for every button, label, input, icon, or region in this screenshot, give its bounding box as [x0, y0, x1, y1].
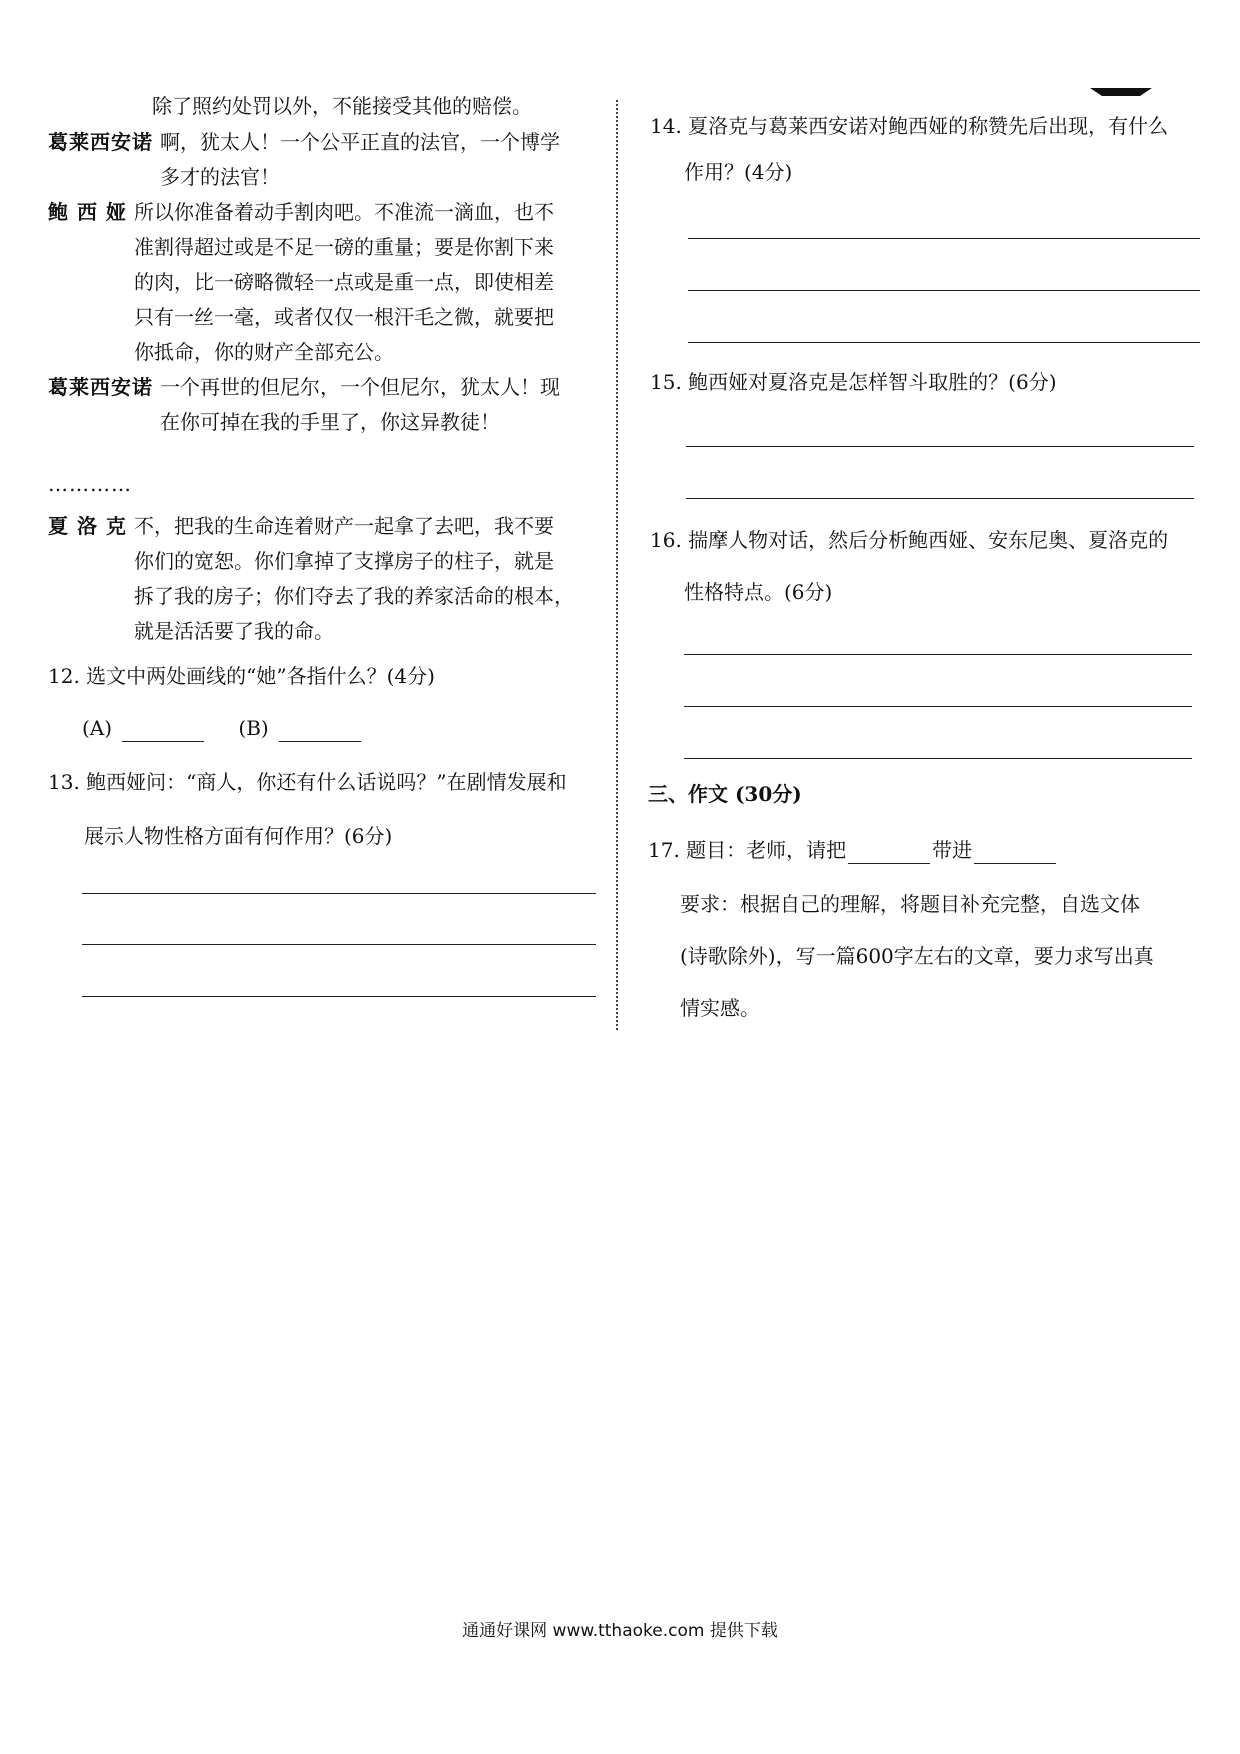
dialogue-line: 啊，犹太人！一个公平正直的法官，一个博学 — [160, 130, 560, 154]
dialogue-line: 在你可掉在我的手里了，你这异教徒！ — [160, 410, 500, 434]
speaker-label: 鲍 西 娅 — [48, 200, 127, 224]
dialogue-line: 多才的法官！ — [160, 165, 280, 189]
question-17 — [648, 836, 1058, 864]
dialogue-line: 的肉，比一磅略微轻一点或是重一点，即使相差 — [134, 270, 554, 294]
answer-a-blank[interactable] — [122, 721, 204, 742]
question-17-prefix: 17. 题目：老师，请把 — [648, 838, 847, 862]
dialogue-line: 所以你准备着动手割肉吧。不准流一滴血，也不 — [134, 200, 554, 224]
dialogue-line: 一个再世的但尼尔，一个但尼尔，犹太人！现 — [160, 375, 560, 399]
dialogue-line: 不，把我的生命连着财产一起拿了去吧，我不要 — [134, 514, 554, 538]
speaker-label: 葛莱西安诺 — [48, 130, 153, 154]
footer-source: 通通好课网 www.tthaoke.com 提供下载 — [462, 1621, 778, 1641]
question-14-line-1: 14. 夏洛克与葛莱西安诺对鲍西娅的称赞先后出现，有什么 — [650, 114, 1169, 138]
question-13-line-2: 展示人物性格方面有何作用？(6分) — [84, 824, 393, 848]
column-divider — [616, 100, 618, 1030]
composition-requirement-line-2: (诗歌除外)，写一篇600字左右的文章，要力求写出真 — [680, 944, 1154, 968]
answer-line[interactable] — [686, 498, 1194, 499]
answer-line[interactable] — [684, 654, 1192, 655]
dialogue-line: 就是活活要了我的命。 — [134, 619, 334, 643]
composition-requirement-line-1: 要求：根据自己的理解，将题目补充完整，自选文体 — [680, 892, 1140, 916]
section-heading: 三、作文 (30分) — [648, 782, 802, 806]
question-16-line-2: 性格特点。(6分) — [684, 580, 833, 604]
dialogue-line: 你抵命，你的财产全部充公。 — [134, 340, 394, 364]
answer-line[interactable] — [82, 893, 596, 894]
answer-line[interactable] — [82, 944, 596, 945]
title-blank-2[interactable] — [974, 843, 1056, 864]
answer-line[interactable] — [688, 290, 1200, 291]
question-13-line-1: 13. 鲍西娅问：“商人，你还有什么话说吗？”在剧情发展和 — [48, 770, 567, 794]
title-blank-1[interactable] — [848, 843, 930, 864]
answer-line[interactable] — [684, 758, 1192, 759]
answer-line[interactable] — [82, 996, 596, 997]
dialogue-line: 你们的宽恕。你们拿掉了支撑房子的柱子，就是 — [134, 549, 554, 573]
answer-line[interactable] — [688, 342, 1200, 343]
speaker-label: 葛莱西安诺 — [48, 375, 153, 399]
dialogue-line: 除了照约处罚以外，不能接受其他的赔偿。 — [152, 94, 532, 118]
question-17-mid: 带进 — [932, 838, 973, 862]
question-12-answers — [82, 714, 371, 742]
answer-b-label: (B) — [238, 716, 269, 740]
answer-b-blank[interactable] — [279, 721, 361, 742]
answer-line[interactable] — [686, 446, 1194, 447]
question-16-line-1: 16. 揣摩人物对话，然后分析鲍西娅、安东尼奥、夏洛克的 — [650, 528, 1169, 552]
dialogue-line: 拆了我的房子；你们夺去了我的养家活命的根本， — [134, 584, 574, 608]
speaker-label: 夏 洛 克 — [48, 514, 127, 538]
answer-line[interactable] — [688, 238, 1200, 239]
dialogue-line: 准割得超过或是不足一磅的重量；要是你割下来 — [134, 235, 554, 259]
dialogue-line: 只有一丝一毫，或者仅仅一根汗毛之微，就要把 — [134, 305, 554, 329]
question-12: 12. 选文中两处画线的“她”各指什么？(4分) — [48, 664, 435, 688]
answer-a-label: (A) — [82, 716, 113, 740]
question-15: 15. 鲍西娅对夏洛克是怎样智斗取胜的？(6分) — [650, 370, 1057, 394]
question-14-line-2: 作用？(4分) — [684, 160, 793, 184]
ellipsis: ………… — [48, 472, 132, 496]
answer-line[interactable] — [684, 706, 1192, 707]
corner-mark-icon — [1090, 86, 1152, 98]
composition-requirement-line-3: 情实感。 — [680, 996, 760, 1020]
